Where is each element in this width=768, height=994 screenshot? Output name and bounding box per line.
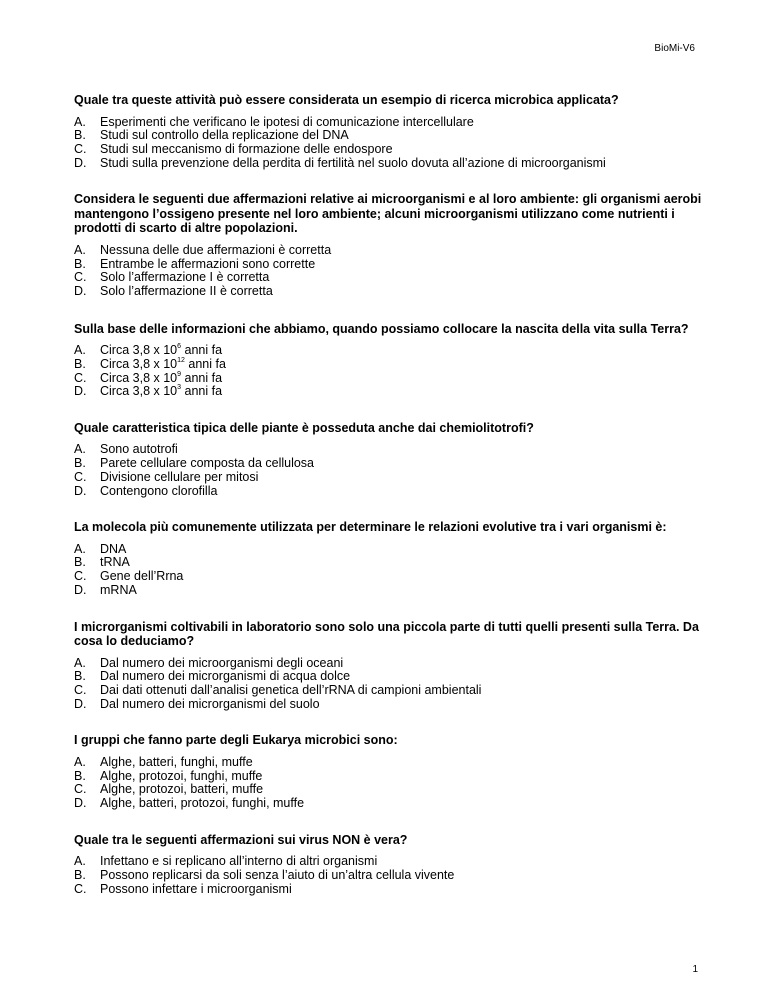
question-text: Quale tra le seguenti affermazioni sui virus NON è vera? bbox=[74, 832, 408, 847]
option-item: D. Circa 3,8 x $10^3$ anni fa bbox=[74, 384, 223, 399]
option-item: D. Alghe, batteri, protozoi, funghi, muffe bbox=[74, 795, 305, 810]
question-6 bbox=[74, 620, 704, 712]
option-item: B. Alghe, protozoi, funghi, muffe bbox=[74, 768, 263, 783]
option-item: B. tRNA bbox=[74, 555, 130, 570]
question-text: Considera le seguenti due affermazioni relative ai microorganismi e al loro ambiente: gli organismi aerobi mantengono l’ossigeno presente nel loro ambiente; alcuni microorganismi utilizzano come nutrienti i prodotti di scarto di altre popolazioni. bbox=[74, 192, 702, 236]
option-list bbox=[74, 116, 704, 171]
option-item: A. Circa 3,8 x $10^6$ anni fa bbox=[74, 343, 223, 358]
question-1 bbox=[74, 93, 704, 170]
option-list bbox=[74, 855, 704, 896]
question-text: La molecola più comunemente utilizzata per determinare le relazioni evolutive tra i vari organismi è: bbox=[74, 520, 667, 535]
option-item: B. Dal numero dei microrganismi di acqua dolce bbox=[74, 669, 351, 684]
question-text: Quale caratteristica tipica delle piante è posseduta anche dai chemiolitotrofi? bbox=[74, 420, 534, 435]
option-item: D. Solo l’affermazione II è corretta bbox=[74, 283, 273, 298]
option-item: A. Sono autotrofi bbox=[74, 442, 178, 457]
option-item: D. mRNA bbox=[74, 582, 137, 597]
page-number: 1 bbox=[692, 964, 698, 975]
option-item: C. Circa 3,8 x $10^9$ anni fa bbox=[74, 370, 223, 385]
option-item: B. Possono replicarsi da soli senza l’aiuto di un’altra cellula vivente bbox=[74, 867, 455, 882]
option-item: A. Nessuna delle due affermazioni è corretta bbox=[74, 242, 332, 257]
document-code: BioMi-V6 bbox=[654, 43, 695, 54]
question-text: Quale tra queste attività può essere considerata un esempio di ricerca microbica applicata? bbox=[74, 93, 619, 107]
option-item: C. Solo l’affermazione I è corretta bbox=[74, 270, 270, 285]
option-item: B. Parete cellulare composta da cellulosa bbox=[74, 456, 315, 471]
question-4 bbox=[74, 421, 704, 498]
option-item: C. Possono infettare i microorganismi bbox=[74, 881, 292, 896]
option-item: C. Alghe, protozoi, batteri, muffe bbox=[74, 782, 264, 797]
option-item: B. Entrambe le affermazioni sono corrette bbox=[74, 256, 316, 271]
option-item: A. Infettano e si replicano all’interno di altri organismi bbox=[74, 854, 378, 869]
question-7 bbox=[74, 733, 704, 810]
option-item: D. Studi sulla prevenzione della perdita di fertilità nel suolo dovuta all’azione di microorganismi bbox=[74, 155, 606, 170]
option-list bbox=[74, 244, 704, 299]
question-text: I gruppi che fanno parte degli Eukarya microbici sono: bbox=[74, 733, 398, 748]
option-item: A. Esperimenti che verificano le ipotesi di comunicazione intercellulare bbox=[74, 114, 474, 129]
option-list bbox=[74, 657, 704, 712]
question-3 bbox=[74, 322, 704, 399]
option-item: D. Dal numero dei microrganismi del suolo bbox=[74, 696, 320, 711]
option-list bbox=[74, 756, 704, 811]
option-item: C. Dai dati ottenuti dall’analisi genetica dell’rRNA di campioni ambientali bbox=[74, 682, 482, 697]
option-list bbox=[74, 344, 704, 399]
question-2 bbox=[74, 192, 704, 298]
option-item: D. Contengono clorofilla bbox=[74, 483, 218, 498]
option-item: B. Circa 3,8 x $10^{12}$ anni fa bbox=[74, 356, 226, 371]
option-list bbox=[74, 543, 704, 598]
option-item: A. Dal numero dei microorganismi degli oceani bbox=[74, 655, 344, 670]
question-5 bbox=[74, 520, 704, 597]
question-8 bbox=[74, 833, 704, 897]
option-item: B. Studi sul controllo della replicazione del DNA bbox=[74, 128, 349, 143]
option-item: A. DNA bbox=[74, 541, 127, 556]
question-text: I microrganismi coltivabili in laboratorio sono solo una piccola parte di tutti quelli presenti sulla Terra. Da cosa lo deduciamo? bbox=[74, 619, 699, 649]
option-item: C. Divisione cellulare per mitosi bbox=[74, 469, 259, 484]
option-item: C. Gene dell’Rrna bbox=[74, 569, 184, 584]
option-item: C. Studi sul meccanismo di formazione delle endospore bbox=[74, 141, 393, 156]
option-list bbox=[74, 443, 704, 498]
quiz-content bbox=[74, 93, 704, 896]
option-item: A. Alghe, batteri, funghi, muffe bbox=[74, 754, 253, 769]
question-text: Sulla base delle informazioni che abbiamo, quando possiamo collocare la nascita della vita sulla Terra? bbox=[74, 321, 689, 336]
